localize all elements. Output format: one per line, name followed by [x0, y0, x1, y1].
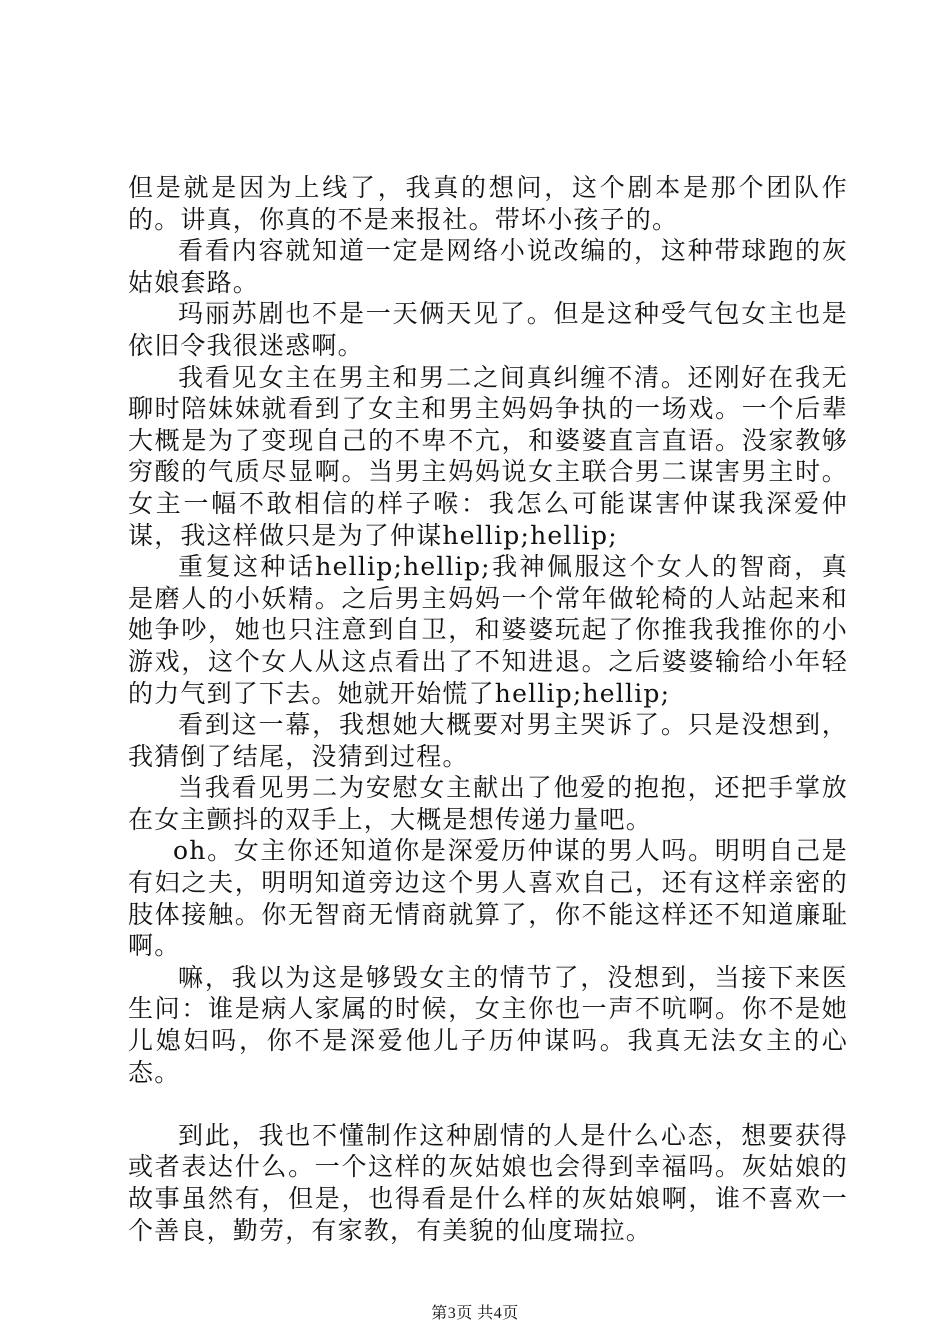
paragraph-8: oh。女主你还知道你是深爱历仲谋的男人吗。明明自己是有妇之夫，明明知道旁边这个男人喜欢自己，还有这样亲密的肢体接触。你无智商无情商就算了，你不能这样还不知道廉耻啊。 [128, 836, 848, 961]
paragraph-4: 我看见女主在男主和男二之间真纠缠不清。还刚好在我无聊时陪妹妹就看到了女主和男主妈妈争执的一场戏。一个后辈大概是为了变现自己的不卑不亢，和婆婆直言直语。没家教够穷酸的气质尽显啊。当男主妈妈说女主联合男二谋害男主时。女主一幅不敢相信的样子喉：我怎么可能谋害仲谋我深爱仲谋，我这样做只是为了仲谋hellip;hellip; [128, 362, 848, 550]
paragraph-7: 当我看见男二为安慰女主献出了他爱的抱抱，还把手掌放在女主颤抖的双手上，大概是想传递力量吧。 [128, 773, 848, 834]
paragraph-1: 但是就是因为上线了，我真的想问，这个剧本是那个团队作的。讲真，你真的不是来报社。带坏小孩子的。 [128, 173, 848, 234]
paragraph-3: 玛丽苏剧也不是一天俩天见了。但是这种受气包女主也是依旧令我很迷惑啊。 [128, 299, 848, 360]
blank-line [128, 1088, 848, 1120]
paragraph-9: 嘛，我以为这是够毁女主的情节了，没想到，当接下来医生问：谁是病人家属的时候，女主你也一声不吭啊。你不是她儿媳妇吗，你不是深爱他儿子历仲谋吗。我真无法女主的心态。 [128, 962, 848, 1087]
document-body [128, 172, 848, 1246]
page-number-footer: 第3页 共4页 [431, 1305, 519, 1322]
paragraph-2: 看看内容就知道一定是网络小说改编的，这种带球跑的灰姑娘套路。 [128, 236, 848, 297]
paragraph-10: 到此，我也不懂制作这种剧情的人是什么心态，想要获得或者表达什么。一个这样的灰姑娘也会得到幸福吗。灰姑娘的故事虽然有，但是，也得看是什么样的灰姑娘啊，谁不喜欢一个善良，勤劳，有家教，有美貌的仙度瑞拉。 [128, 1120, 848, 1245]
paragraph-5: 重复这种话hellip;hellip;我神佩服这个女人的智商，真是磨人的小妖精。之后男主妈妈一个常年做轮椅的人站起来和她争吵，她也只注意到自卫，和婆婆玩起了你推我我推你的小游戏，这个女人从这点看出了不知进退。之后婆婆输给小年轻的力气到了下去。她就开始慌了hellip;hellip; [128, 552, 848, 708]
paragraph-6: 看到这一幕，我想她大概要对男主哭诉了。只是没想到，我猜倒了结尾，没猜到过程。 [128, 710, 848, 771]
